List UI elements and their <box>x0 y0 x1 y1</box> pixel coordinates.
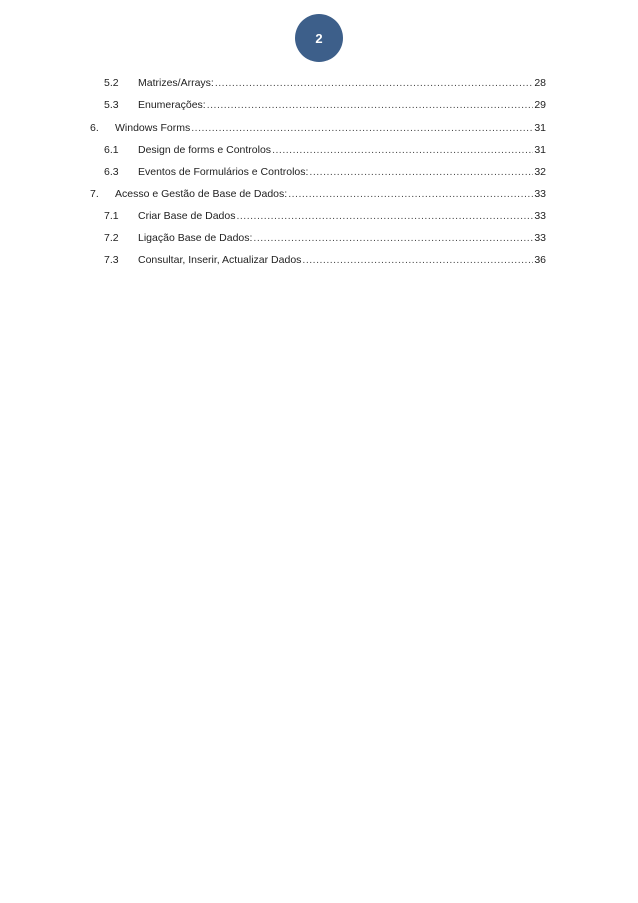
toc-entry-number: 7. <box>90 188 99 200</box>
page-number: 2 <box>315 30 323 46</box>
toc-dot-leader <box>309 165 533 179</box>
toc-entry[interactable] <box>104 165 546 179</box>
toc-dot-leader <box>215 76 533 90</box>
toc-entry[interactable] <box>104 76 546 90</box>
toc-entry-page: 36 <box>534 254 546 266</box>
toc-entry[interactable] <box>104 209 546 223</box>
toc-entry[interactable] <box>90 187 546 201</box>
toc-entry-page: 32 <box>534 166 546 178</box>
toc-entry-number: 5.3 <box>104 99 119 111</box>
toc-entry[interactable] <box>104 98 546 112</box>
toc-entry-title: Matrizes/Arrays: <box>138 77 214 89</box>
toc-entry-number: 6. <box>90 122 99 134</box>
toc-entry-page: 31 <box>534 144 546 156</box>
toc-entry-title: Acesso e Gestão de Base de Dados: <box>115 188 288 200</box>
toc-dot-leader <box>236 209 533 223</box>
toc-entry-page: 31 <box>534 122 546 134</box>
toc-entry-title: Windows Forms <box>115 122 191 134</box>
toc-entry[interactable] <box>90 121 546 135</box>
toc-dot-leader <box>272 143 533 157</box>
toc-entry-page: 33 <box>534 210 546 222</box>
toc-entry-title: Design de forms e Controlos <box>138 144 272 156</box>
toc-entry-number: 7.3 <box>104 254 119 266</box>
toc-entry[interactable] <box>104 253 546 267</box>
toc-entry[interactable] <box>104 231 546 245</box>
toc-entry-page: 33 <box>534 232 546 244</box>
toc-entry-page: 29 <box>534 99 546 111</box>
toc-entry-number: 7.2 <box>104 232 119 244</box>
toc-entry-page: 33 <box>534 188 546 200</box>
toc-dot-leader <box>253 231 533 245</box>
toc-entry-page: 28 <box>534 77 546 89</box>
toc-entry-number: 6.3 <box>104 166 119 178</box>
toc-dot-leader <box>302 253 533 267</box>
toc-entry-title: Ligação Base de Dados: <box>138 232 253 244</box>
toc-dot-leader <box>288 187 533 201</box>
toc-dot-leader <box>207 98 534 112</box>
toc-dot-leader <box>191 121 533 135</box>
toc-entry-title: Consultar, Inserir, Actualizar Dados <box>138 254 302 266</box>
toc-entry-number: 7.1 <box>104 210 119 222</box>
toc-entry-number: 6.1 <box>104 144 119 156</box>
toc-entry[interactable] <box>104 143 546 157</box>
toc-entry-title: Criar Base de Dados <box>138 210 236 222</box>
page-number-badge <box>295 14 343 62</box>
toc-entry-title: Enumerações: <box>138 99 206 111</box>
toc-entry-number: 5.2 <box>104 77 119 89</box>
toc-entry-title: Eventos de Formulários e Controlos: <box>138 166 309 178</box>
